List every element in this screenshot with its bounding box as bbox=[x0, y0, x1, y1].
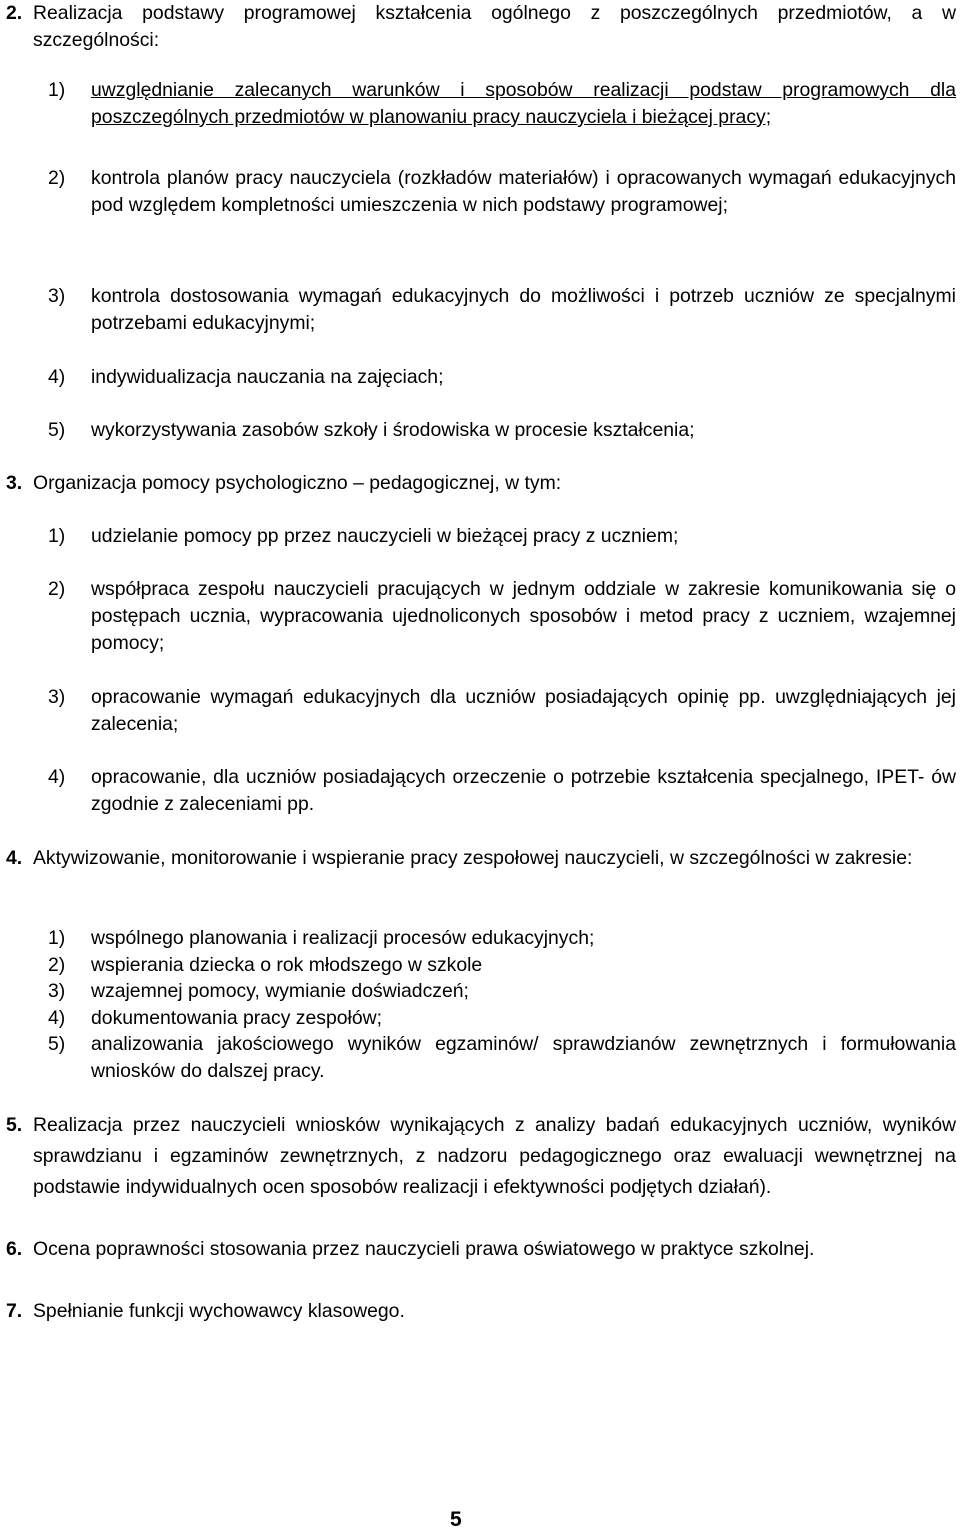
section-heading bbox=[0, 845, 960, 872]
section-text: Organizacja pomocy psychologiczno – pedagogicznej, w tym: bbox=[33, 472, 562, 494]
item-number: 1) bbox=[48, 525, 66, 547]
item-text: kontrola planów pracy nauczyciela (rozkładów materiałów) i opracowanych wymagań edukacyjnych pod względem kompletności umieszczenia w nich podstawy programowej; bbox=[91, 167, 956, 216]
list-item bbox=[0, 417, 960, 444]
item-number: 3) bbox=[48, 285, 66, 307]
section-number: 2. bbox=[6, 2, 23, 24]
section-number: 6. bbox=[6, 1238, 23, 1260]
item-text: dokumentowania pracy zespołów; bbox=[91, 1007, 383, 1029]
list-item bbox=[0, 165, 960, 219]
section-text: Realizacja podstawy programowej kształcenia ogólnego z poszczególnych przedmiotów, a w szczególności: bbox=[33, 2, 956, 51]
list-item bbox=[0, 684, 960, 738]
section-heading bbox=[0, 1296, 960, 1327]
list-item bbox=[0, 283, 960, 337]
item-number: 3) bbox=[48, 686, 66, 708]
list-item bbox=[0, 1031, 960, 1085]
item-text: współpraca zespołu nauczycieli pracujących w jednym oddziale w zakresie komunikowania się o postępach ucznia, wypracowania ujednoliconych sposobów i metod pracy z uczniem, wzajemnej pomocy; bbox=[91, 578, 956, 654]
item-number: 4) bbox=[48, 766, 66, 788]
item-number: 4) bbox=[48, 366, 66, 388]
item-number: 1) bbox=[48, 79, 66, 101]
item-number: 1) bbox=[48, 927, 66, 949]
list-item bbox=[0, 576, 960, 657]
item-text: wykorzystywania zasobów szkoły i środowiska w procesie kształcenia; bbox=[91, 419, 695, 441]
section-text: Realizacja przez nauczycieli wniosków wynikających z analizy badań edukacyjnych uczniów, wyników sprawdzianu i egzaminów zewnętrznych, z nadzoru pedagogicznego oraz ewaluacji wewnętrznej na podstawie indywidualnych ocen sposobów realizacji i efektywności podjętych działań). bbox=[33, 1114, 956, 1198]
section-text: Ocena poprawności stosowania przez nauczycieli prawa oświatowego w praktyce szkolnej. bbox=[33, 1238, 815, 1260]
item-text: kontrola dostosowania wymagań edukacyjnych do możliwości i potrzeb uczniów ze specjalnymi potrzebami edukacyjnymi; bbox=[91, 285, 956, 334]
list-item bbox=[0, 978, 960, 1005]
item-text: opracowanie wymagań edukacyjnych dla uczniów posiadających opinię pp. uwzględniających jej zalecenia; bbox=[91, 686, 956, 735]
section-7 bbox=[0, 1296, 960, 1327]
section-text: Spełnianie funkcji wychowawcy klasowego. bbox=[33, 1300, 405, 1322]
section-text: Aktywizowanie, monitorowanie i wspieranie pracy zespołowej nauczycieli, w szczególności w zakresie: bbox=[33, 847, 913, 869]
section-heading bbox=[0, 1234, 960, 1265]
list-item bbox=[0, 77, 960, 131]
item-text: wspólnego planowania i realizacji procesów edukacyjnych; bbox=[91, 927, 595, 949]
section-5 bbox=[0, 1110, 960, 1203]
item-number: 5) bbox=[48, 419, 66, 441]
section-4 bbox=[0, 845, 960, 872]
page-number: 5 bbox=[450, 1508, 462, 1531]
section-heading bbox=[0, 1110, 960, 1203]
item-text: opracowanie, dla uczniów posiadających orzeczenie o potrzebie kształcenia specjalnego, IPET- ów zgodnie z zaleceniami pp. bbox=[91, 766, 956, 815]
list-item bbox=[0, 523, 960, 550]
item-number: 5) bbox=[48, 1033, 66, 1055]
list-item bbox=[0, 1005, 960, 1032]
section-number: 5. bbox=[6, 1114, 23, 1136]
section-2 bbox=[0, 0, 960, 54]
item-number: 2) bbox=[48, 954, 66, 976]
list-item bbox=[0, 764, 960, 818]
item-text: wspierania dziecka o rok młodszego w szkole bbox=[91, 954, 483, 976]
section-6 bbox=[0, 1234, 960, 1265]
item-text: udzielanie pomocy pp przez nauczycieli w bieżącej pracy z uczniem; bbox=[91, 525, 679, 547]
item-text: uwzględnianie zalecanych warunków i sposobów realizacji podstaw programowych dla poszczególnych przedmiotów w planowaniu pracy nauczyciela i bieżącej pracy; bbox=[91, 79, 956, 128]
list-item bbox=[0, 925, 960, 952]
item-text: indywidualizacja nauczania na zajęciach; bbox=[91, 366, 444, 388]
item-number: 2) bbox=[48, 167, 66, 189]
item-text: wzajemnej pomocy, wymianie doświadczeń; bbox=[91, 980, 469, 1002]
item-number: 2) bbox=[48, 578, 66, 600]
list-item bbox=[0, 952, 960, 979]
list-item bbox=[0, 364, 960, 391]
section-number: 7. bbox=[6, 1300, 23, 1322]
section-heading bbox=[0, 470, 960, 497]
section-3 bbox=[0, 470, 960, 497]
item-number: 4) bbox=[48, 1007, 66, 1029]
section-number: 3. bbox=[6, 472, 23, 494]
section-number: 4. bbox=[6, 847, 23, 869]
item-text: analizowania jakościowego wyników egzaminów/ sprawdzianów zewnętrznych i formułowania wniosków do dalszej pracy. bbox=[91, 1033, 956, 1082]
section-heading bbox=[0, 0, 960, 54]
item-number: 3) bbox=[48, 980, 66, 1002]
